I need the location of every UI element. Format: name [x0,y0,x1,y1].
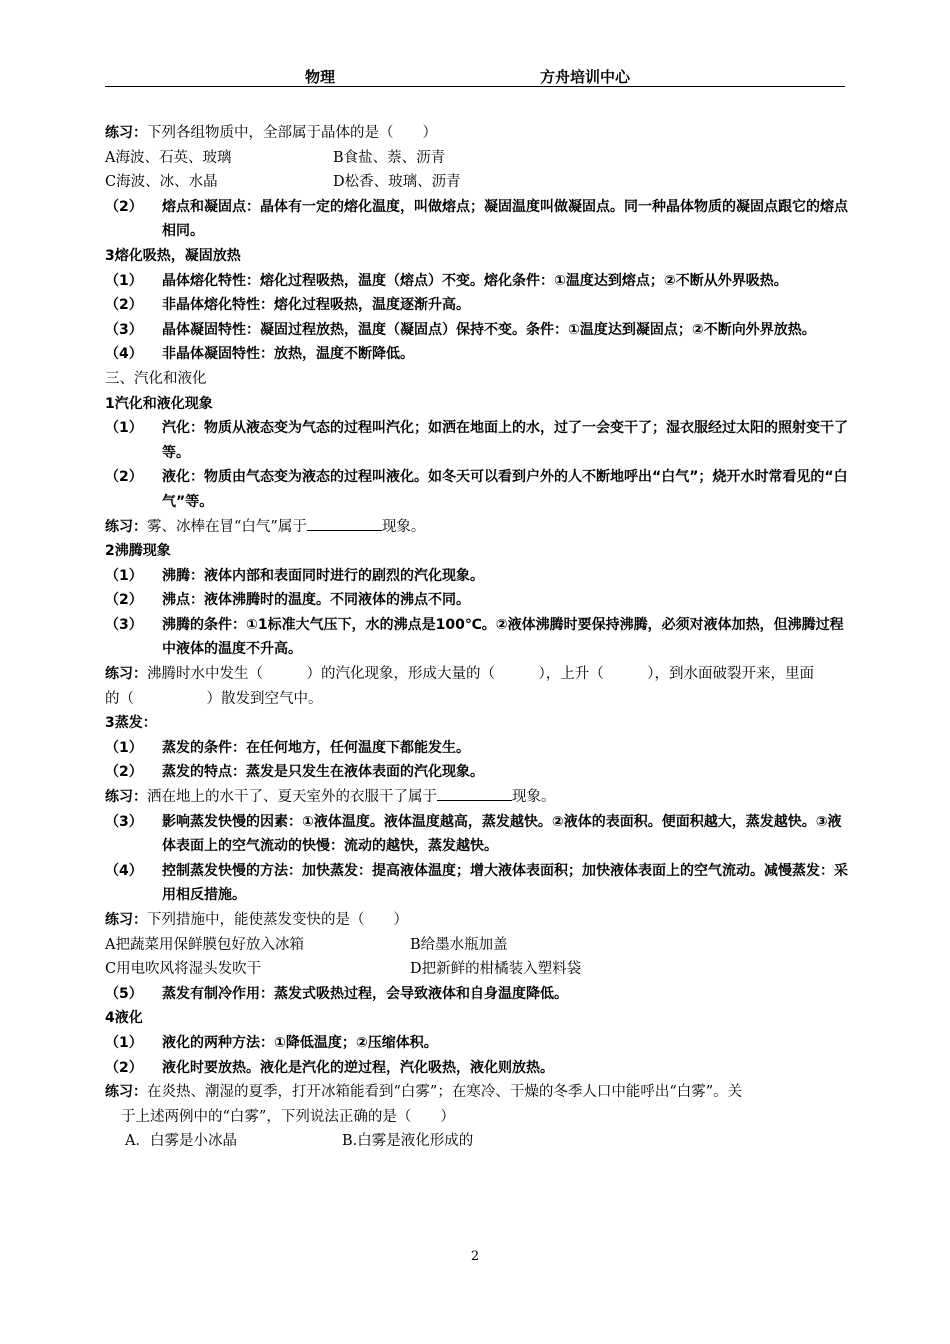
list-item: （4） 非晶体凝固特性：放热，温度不断降低。 [105,346,414,363]
exercise-3-line1: 练习：沸腾时水中发生（ ）的汽化现象，形成大量的（ ），上升（ ），到水面破裂开来，里面 [105,666,814,683]
page-header [105,64,845,87]
option-a: A海波、石英、玻璃 [105,149,232,166]
list-item: （3） 影响蒸发快慢的因素：①液体温度。液体温度越高，蒸发越快。②液体的表面积。便面积越大，蒸发越快。③液体表面上的空气流动的快慢：流动的越快，蒸发越快。 [105,813,842,855]
list-item: （4） 控制蒸发快慢的方法：加快蒸发：提高液体温度；增大液体表面积；加快液体表面上的空气流动。减慢蒸发：采用相反措施。 [105,862,848,904]
option-b: B食盐、萘、沥青 [333,149,446,166]
list-item: （1） 沸腾：液体内部和表面同时进行的剧烈的汽化现象。 [105,567,484,584]
boiling-section-title: 2沸腾现象 [105,543,171,560]
exercise-label: 练习： [105,789,147,806]
exercise-label: 练习： [105,912,147,928]
exercise-4: 练习：洒在地上的水干了、夏天室外的衣服干了属于 现象。 [105,785,850,810]
exercise-6-line2: 于上述两例中的“白雾”，下列说法正确的是（ ） [121,1108,455,1125]
chapter-3-title: 三、汽化和液化 [105,370,207,387]
page-content [105,121,850,1154]
option-c: C海波、冰、水晶 [105,174,218,191]
exercise-5-options-row1 [105,933,850,958]
option-c: C用电吹风将湿头发吹干 [105,961,262,978]
vaporization-section-1-title: 1汽化和液化现象 [105,395,213,412]
option-a: A．白雾是小冰晶 [125,1133,237,1150]
list-item: （1） 汽化：物质从液态变为气态的过程叫汽化；如洒在地面上的水，过了一会变干了；湿衣服经过太阳的照射变干了等。 [105,420,848,461]
header-subject: 物理 [305,68,336,86]
option-b: B.白雾是液化形成的 [342,1133,474,1150]
exercise-5-options-row2 [105,957,850,982]
exercise-3-line2: 的（ ）散发到空气中。 [105,690,323,707]
header-organization: 方舟培训中心 [540,68,631,86]
list-item: （2） 非晶体熔化特性：熔化过程吸热，温度逐渐升高。 [105,297,470,314]
list-item: （3） 沸腾的条件：①1标准大气压下，水的沸点是100℃。②液体沸腾时要保持沸腾，必须对液体加热，但沸腾过程中液体的温度不升高。 [105,616,844,658]
list-item: （5） 蒸发有制冷作用：蒸发式吸热过程，会导致液体和自身温度降低。 [105,985,568,1002]
option-b: B给墨水瓶加盖 [410,936,508,953]
option-d: D松香、玻璃、沥青 [333,174,461,191]
list-item: （2） 沸点：液体沸腾时的温度。不同液体的沸点不同。 [105,592,470,609]
list-item: （3） 晶体凝固特性：凝固过程放热，温度（凝固点）保持不变。条件：①温度达到凝固点；②不断向外界放热。 [105,321,816,338]
evaporation-section-title: 3蒸发： [105,715,157,732]
exercise-label: 练习： [105,518,147,535]
list-item: （2） 液化：物质由气态变为液态的过程叫液化。如冬天可以看到户外的人不断地呼出“白气”；烧开水时常看见的“白气”等。 [105,469,848,510]
exercise-5-question: 练习：下列措施中，能使蒸发变快的是（ ） [105,912,408,928]
option-d: D把新鲜的柑橘装入塑料袋 [410,961,582,978]
list-item: （1） 晶体熔化特性：熔化过程吸热，温度（熔点）不变。熔化条件：①温度达到熔点；②不断从外界吸热。 [105,272,788,289]
page-number: 2 [470,1249,480,1264]
liquefaction-section-title: 4液化 [105,1010,143,1027]
list-item: （1） 蒸发的条件：在任何地方，任何温度下都能发生。 [105,739,470,756]
list-item: （2） 蒸发的特点：蒸发是只发生在液体表面的汽化现象。 [105,764,484,781]
exercise-1-options-row1 [105,146,850,171]
exercise-6-line1: 练习：在炎热、潮湿的夏季，打开冰箱能看到“白雾”；在寒冷、干燥的冬季人口中能呼出“白雾”。关 [105,1084,743,1101]
option-a: A把蔬菜用保鲜膜包好放入冰箱 [105,936,304,953]
list-item: （2） 液化时要放热。液化是汽化的逆过程，汽化吸热，液化则放热。 [105,1059,554,1076]
melting-point-item: （2） 熔点和凝固点：晶体有一定的熔化温度，叫做熔点；凝固温度叫做凝固点。同一种晶体物质的凝固点跟它的熔点相同。 [105,198,848,240]
exercise-label: 练习： [105,666,147,683]
exercise-label: 练习： [105,1084,147,1101]
answer-blank[interactable] [307,515,382,531]
exercise-1-options-row2 [105,170,850,195]
answer-blank[interactable] [437,785,512,801]
exercise-label: 练习： [105,125,147,141]
exercise-1-question: 练习：下列各组物质中，全部属于晶体的是（ ） [105,125,437,141]
exercise-6-options [105,1129,850,1154]
section-3-title: 3熔化吸热，凝固放热 [105,247,241,264]
list-item: （1） 液化的两种方法：①降低温度；②压缩体积。 [105,1034,438,1051]
exercise-2: 练习：雾、冰棒在冒“白气”属于 现象。 [105,515,850,540]
